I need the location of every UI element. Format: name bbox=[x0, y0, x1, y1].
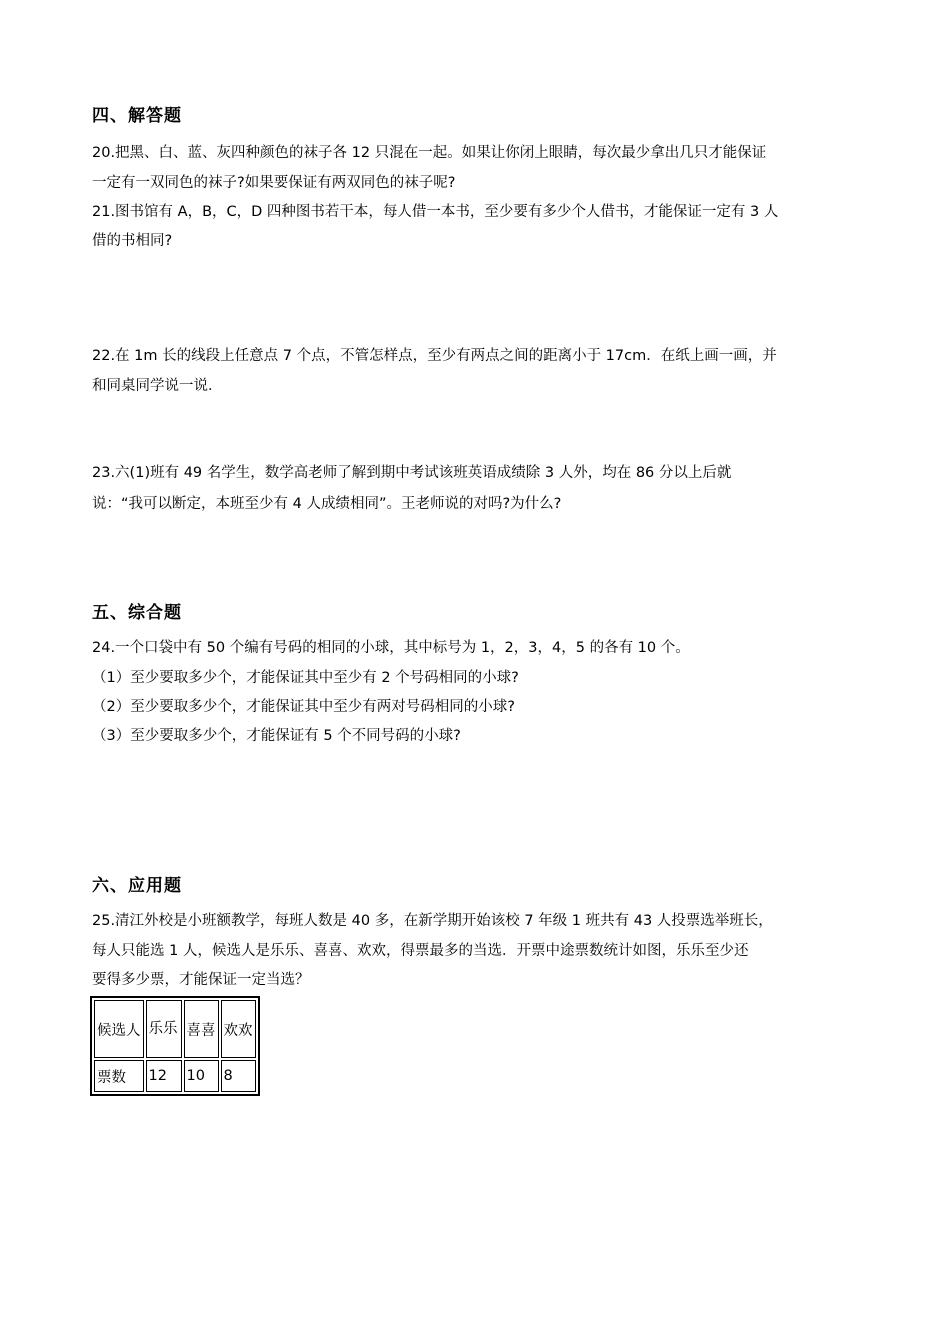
q20-line-2: 一定有一双同色的袜子?如果要保证有两双同色的袜子呢? bbox=[92, 175, 456, 191]
row-label-votes: 票数 bbox=[94, 1060, 144, 1092]
vote-cell-lele: 12 bbox=[146, 1060, 182, 1092]
q23-line-2: 说：“我可以断定，本班至少有 4 人成绩相同”。王老师说的对吗?为什么? bbox=[92, 496, 562, 512]
vote-cell-xixi: 10 bbox=[184, 1060, 219, 1092]
q25-line-2: 每人只能选 1 人，候选人是乐乐、喜喜、欢欢，得票最多的当选．开票中途票数统计如图，乐乐至少还 bbox=[92, 943, 749, 959]
table-row bbox=[94, 1000, 256, 1058]
q24-part-1: （1）至少要取多少个，才能保证其中至少有 2 个号码相同的小球? bbox=[92, 670, 519, 686]
q24-part-2: （2）至少要取多少个，才能保证其中至少有两对号码相同的小球? bbox=[92, 699, 515, 715]
q23-line-1: 23.六(1)班有 49 名学生，数学高老师了解到期中考试该班英语成绩除 3 人外，均在 86 分以上后就 bbox=[92, 465, 732, 481]
header-cell-candidate: 候选人 bbox=[94, 1000, 144, 1058]
section-4-heading: 四、解答题 bbox=[92, 106, 182, 126]
table-row bbox=[94, 1060, 256, 1092]
header-cell-xixi: 喜喜 bbox=[184, 1000, 219, 1058]
q22-line-2: 和同桌同学说一说． bbox=[92, 378, 223, 394]
vote-cell-huanhuan: 8 bbox=[221, 1060, 256, 1092]
section-6-heading: 六、应用题 bbox=[92, 876, 182, 896]
q21-line-1: 21.图书馆有 A，B，C，D 四种图书若干本，每人借一本书，至少要有多少个人借书，才能保证一定有 3 人 bbox=[92, 204, 779, 220]
q20-line-1: 20.把黑、白、蓝、灰四种颜色的袜子各 12 只混在一起。如果让你闭上眼睛，每次最少拿出几只才能保证 bbox=[92, 145, 767, 161]
vote-count-table bbox=[90, 996, 260, 1096]
header-cell-huanhuan: 欢欢 bbox=[221, 1000, 256, 1058]
q24-part-3: （3）至少要取多少个，才能保证有 5 个不同号码的小球? bbox=[92, 728, 461, 744]
header-cell-lele: 乐乐 bbox=[146, 1000, 182, 1058]
q21-line-2: 借的书相同? bbox=[92, 233, 173, 249]
q25-line-3: 要得多少票，才能保证一定当选？ bbox=[92, 972, 310, 988]
q25-line-1: 25.清江外校是小班额教学，每班人数是 40 多，在新学期开始该校 7 年级 1 班共有 43 人投票选举班长， bbox=[92, 913, 773, 929]
section-5-heading: 五、综合题 bbox=[92, 603, 182, 623]
q24-stem: 24.一个口袋中有 50 个编有号码的相同的小球，其中标号为 1，2，3，4，5 的各有 10 个。 bbox=[92, 640, 690, 656]
q22-line-1: 22.在 1m 长的线段上任意点 7 个点，不管怎样点，至少有两点之间的距离小于 17cm．在纸上画一画，并 bbox=[92, 348, 777, 364]
